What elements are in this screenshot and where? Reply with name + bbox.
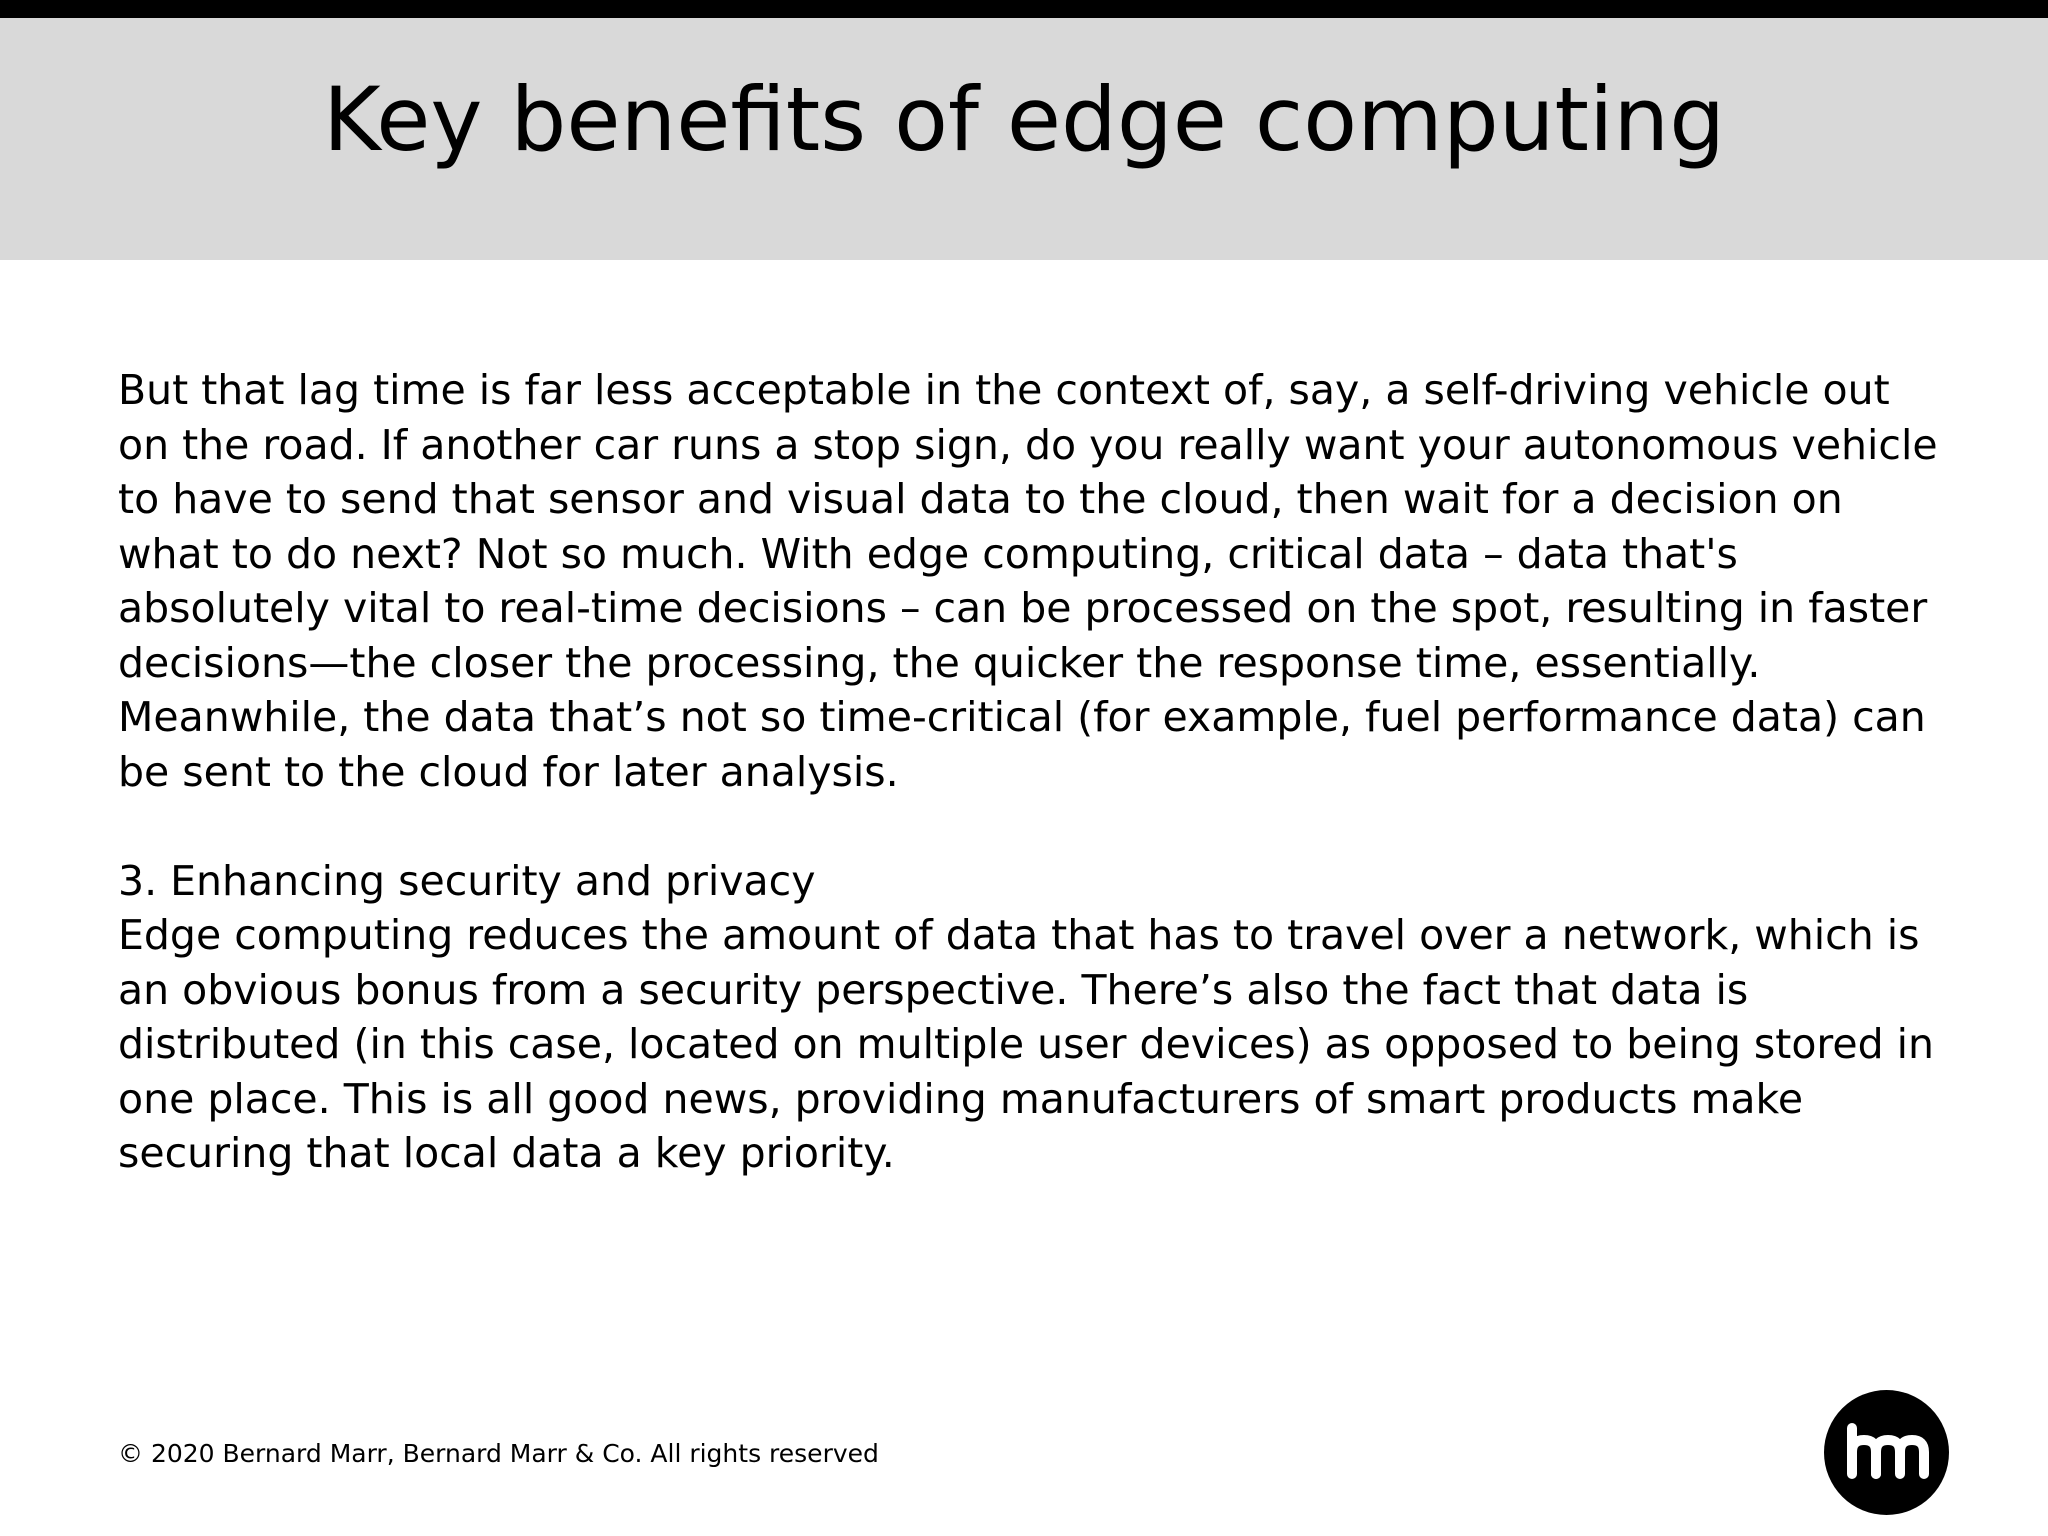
bm-logo-mark: [1824, 1390, 1949, 1515]
bm-logo-icon: [1824, 1390, 1949, 1515]
slide-title: Key benefits of edge computing: [322, 67, 1726, 171]
paragraph-latency: But that lag time is far less acceptable in the context of, say, a self-driving vehicle out on the road. If another car runs a stop sign, do you really want your autonomous vehicle to have to send that sensor and visual data to the cloud, then wait for a decision on what to do next? Not so much. With edge computing, critical data – data that's absolutely vital to real-time decisions – can be processed on the spot, resulting in faster decisions—the closer the processing, the quicker the response time, essentially. Meanwhile, the data that’s not so time-critical (for example, fuel performance data) can be sent to the cloud for later analysis.: [118, 366, 1938, 796]
paragraph-spacer: [118, 799, 1938, 854]
paragraph-security: Edge computing reduces the amount of data that has to travel over a network, which is an obvious bonus from a security perspective. There’s also the fact that data is distributed (in this case, located on multiple user devices) as opposed to being stored in one place. This is all good news, providing manufacturers of smart products make securing that local data a key priority.: [118, 911, 1935, 1177]
section-heading-security: 3. Enhancing security and privacy: [118, 856, 816, 905]
top-bar: [0, 0, 2048, 18]
footer-copyright: © 2020 Bernard Marr, Bernard Marr & Co. All rights reserved: [118, 1439, 879, 1468]
title-band: [0, 18, 2048, 260]
slide-body: [118, 363, 1938, 1181]
